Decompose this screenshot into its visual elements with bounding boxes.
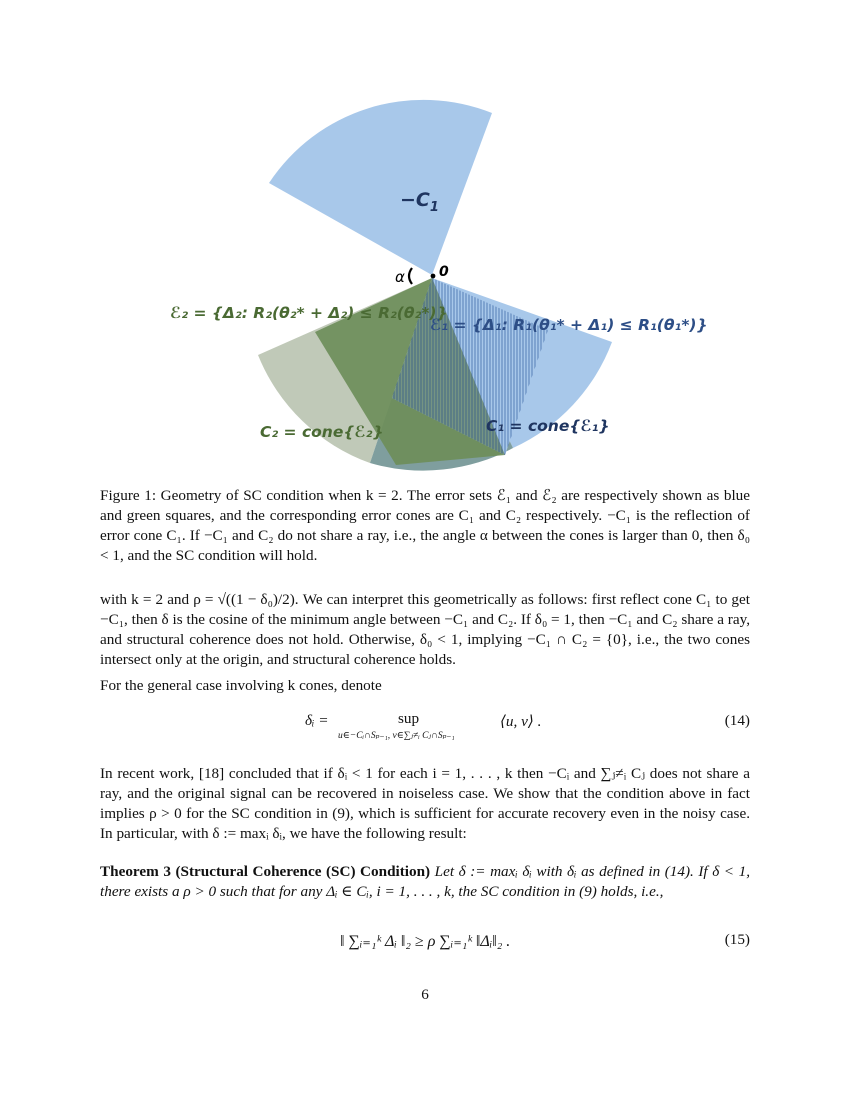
neg-c1-label: $-C_1$ xyxy=(400,189,439,215)
theorem-3 xyxy=(100,862,750,902)
alpha-label: α xyxy=(395,268,405,286)
paragraph-geometric-interpretation: with k = 2 and ρ = √((1 − δ₀)/2). We can interpret this geometrically as follows: first reflect cone C₁ to get −C₁, then δ is the cosine of the minimum angle between −C₁ and C₂. If δ₀ = 1, then −C₁ and C₂ share a ray, and structural coherence does not hold. Otherwise, δ₀ < 1, implying −C₁ ∩ C₂ = {0}, i.e., the two cones intersect only at the origin, and structural coherence holds. xyxy=(100,591,750,668)
paragraph-recent-work: In recent work, [18] concluded that if δᵢ < 1 for each i = 1, . . . , k then −Cᵢ and ∑ⱼ≠ᵢ Cⱼ does not share a ray, and the original signal can be recovered in noiseless case. We show that the condition above in fact implies ρ > 0 for the SC condition in (9), which is sufficient for accurate recovery even in the noisy case. In particular, with δ := maxᵢ δᵢ, we have the following result: xyxy=(100,765,750,842)
eq15-number: (15) xyxy=(724,931,750,948)
page-number: 6 xyxy=(421,986,429,1003)
origin-label: 0 xyxy=(439,264,449,280)
eq14-rhs: ⟨u, v⟩ . xyxy=(500,713,542,730)
eq14-lhs: δᵢ = xyxy=(305,712,329,729)
theorem-body: Let δ := maxᵢ δᵢ with δᵢ as defined in (14). If δ < 1, there exists a ρ > 0 such that for any Δᵢ ∈ Cᵢ, i = 1, . . . , k, the SC condition in (9) holds, i.e., xyxy=(100,863,750,900)
eq14-number: (14) xyxy=(724,712,750,729)
c1-cone-label: C₁ = cone{ℰ₁} xyxy=(486,417,610,435)
e1-set-label: ℰ₁ = {Δ₁: R₁(θ₁* + Δ₁) ≤ R₁(θ₁*)} xyxy=(430,316,708,334)
theorem-title: Theorem 3 (Structural Coherence (SC) Condition) xyxy=(100,863,431,880)
eq14-sup: sup xyxy=(398,710,420,727)
alpha-arc xyxy=(409,268,412,284)
eq14-subscript: u∈−Cᵢ∩Sₚ₋₁, v∈∑ⱼ≠ᵢ Cⱼ∩Sₚ₋₁ xyxy=(338,731,455,741)
equation-15 xyxy=(100,925,750,965)
neg-c1-cone xyxy=(269,100,492,275)
c2-cone-label: C₂ = cone{ℰ₂} xyxy=(260,423,384,441)
e2-set-label: ℰ₂ = {Δ₂: R₂(θ₂* + Δ₂) ≤ R₂(θ₂*)} xyxy=(170,304,448,322)
paragraph-general-case: For the general case involving k cones, denote xyxy=(100,677,382,694)
figure-sc-geometry xyxy=(0,0,850,480)
origin-dot xyxy=(431,274,436,279)
figure-caption: Figure 1: Geometry of SC condition when k = 2. The error sets ℰ₁ and ℰ₂ are respectively shown as blue and green squares, and the corresponding error cones are C₁ and C₂ respectively. −C₁ is the reflection of error cone C₁. If −C₁ and C₂ do not share a ray, i.e., the angle α between the cones is larger than 0, then δ₀ < 1, and the SC condition will hold. xyxy=(100,487,750,564)
equation-14 xyxy=(100,708,750,748)
eq15-body: ‖ ∑ᵢ₌₁ᵏ Δᵢ ‖₂ ≥ ρ ∑ᵢ₌₁ᵏ ‖Δᵢ‖₂ . xyxy=(340,933,511,950)
